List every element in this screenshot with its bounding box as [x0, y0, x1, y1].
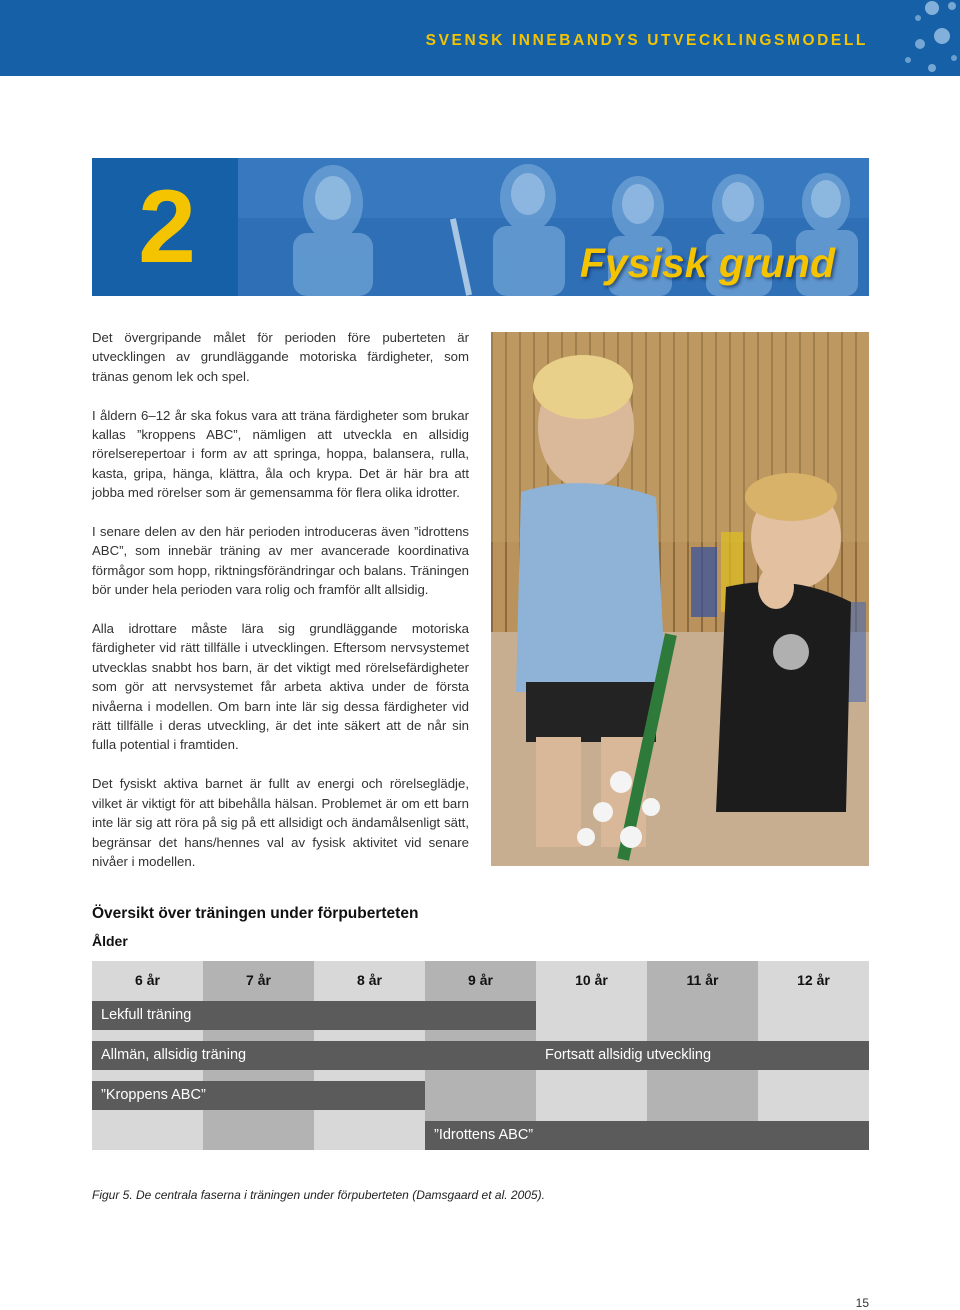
age-header: 7 år	[246, 972, 271, 988]
chapter-number: 2	[138, 169, 192, 285]
page-number: 15	[855, 1296, 869, 1310]
overview-title: Översikt över träningen under förpuberteten	[92, 905, 419, 922]
paragraph: Det fysiskt aktiva barnet är fullt av energi och rörelseglädje, vilket är viktigt för att bibehålla hälsan. Problemet är om ett barn inte lär sig att röra på sig på ett allsidigt och ändamålsenligt sätt, begränsar det hans/hennes val av fysisk aktivitet vid senare nivåer i modellen.	[92, 776, 469, 869]
chapter-number-block	[92, 158, 238, 296]
chapter-banner	[92, 158, 869, 296]
header-bar	[0, 0, 960, 76]
age-header: 12 år	[797, 972, 830, 988]
children-floorball-photo	[491, 332, 869, 866]
phase-bar-lekfull: Lekfull träning	[92, 1001, 536, 1030]
age-label: Ålder	[92, 933, 128, 949]
paragraph: I senare delen av den här perioden introduceras även ”idrottens ABC”, som innebär träning av mer avancerade koordinativa förmågor som hopp, riktningsförändringar och balans. Träningen bör under hela perioden vara rolig och framför allt allsidig.	[92, 524, 469, 598]
age-header: 6 år	[135, 972, 160, 988]
figure-caption: Figur 5. De centrala faserna i träningen under förpuberteten (Damsgaard et al. 2005).	[92, 1188, 545, 1202]
training-phases-chart	[92, 961, 869, 1150]
age-header: 8 år	[357, 972, 382, 988]
age-header: 11 år	[686, 972, 719, 988]
chapter-title: Fysisk grund	[579, 240, 835, 286]
phase-bar-kroppens-abc: ”Kroppens ABC”	[92, 1081, 425, 1110]
age-header: 9 år	[468, 972, 493, 988]
phase-bar-idrottens-abc: ”Idrottens ABC”	[425, 1121, 869, 1150]
paragraph: I åldern 6–12 år ska fokus vara att träna färdigheter som brukar kallas ”kroppens ABC”, nämligen att utveckla en allsidig rörelserepertoar i form av att springa, hoppa, balansera, rulla, kasta, gripa, hänga, klättra, åla och krypa. Det är här bra att jobba med rörelser som är gemensamma för flera olika idrotter.	[92, 407, 469, 501]
phase-bar-allman: Allmän, allsidig träning	[92, 1041, 536, 1070]
phase-bar-fortsatt: Fortsatt allsidig utveckling	[536, 1041, 869, 1070]
age-header: 10 år	[575, 972, 608, 988]
header-title: SVENSK INNEBANDYS UTVECKLINGSMODELL	[425, 32, 868, 49]
paragraph: Det övergripande målet för perioden före puberteten är utvecklingen av grundläggande motoriska färdigheter, som tränas genom lek och spel.	[92, 330, 469, 384]
paragraph: Alla idrottare måste lära sig grundläggande motoriska färdigheter vid rätt tillfälle i utvecklingen. Eftersom nervsystemet utvecklas snabbt hos barn, är det viktigt med rörelsefärdigheter som gör att nervsystemet får arbeta aktiva under de första nivåerna i modellen. Om barn inte lär sig dessa färdigheter vid rätt tillfälle i deras utveckling, är det inte säkert att de når sin fulla potential i framtiden.	[92, 621, 469, 753]
decorative-dots-icon	[880, 0, 960, 76]
body-text-column	[92, 328, 469, 891]
